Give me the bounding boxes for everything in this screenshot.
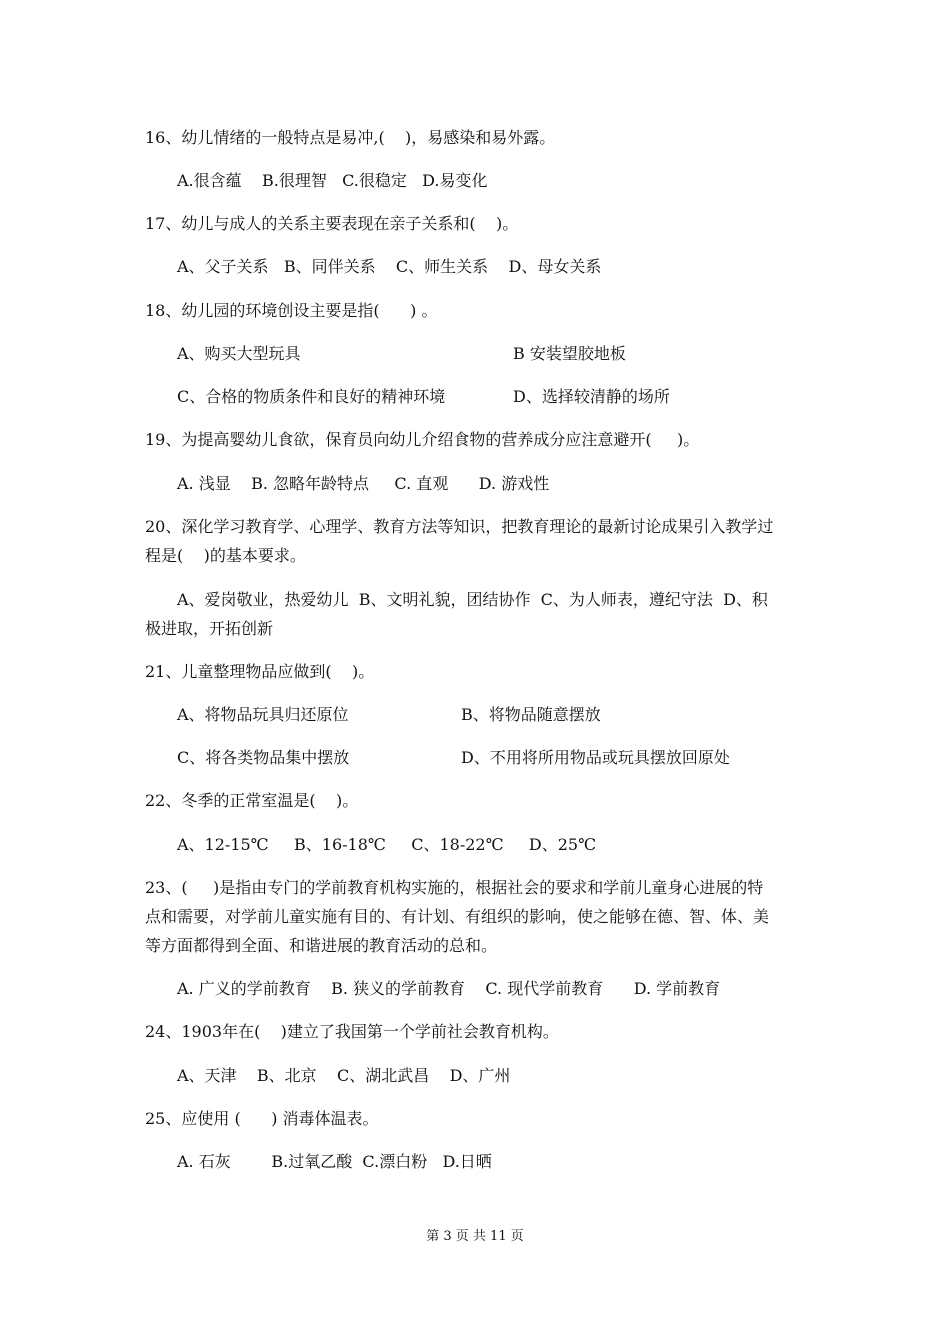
question-18-stem: 18、幼儿园的环境创设主要是指( ) 。 [145, 301, 438, 320]
question-17-options: A、父子关系 B、同伴关系 C、师生关系 D、母女关系 [177, 257, 602, 276]
question-20-stem-line-1: 20、深化学习教育学、心理学、教育方法等知识，把教育理论的最新讨论成果引入教学过 [145, 517, 774, 536]
question-23-stem-line-3: 等方面都得到全面、和谐进展的教育活动的总和。 [145, 936, 498, 955]
question-19-options: A. 浅显 B. 忽略年龄特点 C. 直观 D. 游戏性 [177, 474, 550, 493]
question-16-options: A.很含蕴 B.很理智 C.很稳定 D.易变化 [177, 171, 488, 190]
question-24-options: A、天津 B、北京 C、湖北武昌 D、广州 [177, 1066, 511, 1085]
question-21-option-d: D、不用将所用物品或玩具摆放回原处 [461, 748, 730, 767]
question-21-stem: 21、儿童整理物品应做到( )。 [145, 662, 375, 681]
question-18-option-c: C、合格的物质条件和良好的精神环境 [177, 387, 446, 406]
question-18-option-b: B 安装望胶地板 [513, 344, 626, 363]
question-22-stem: 22、冬季的正常室温是( )。 [145, 791, 359, 810]
question-16-stem: 16、幼儿情绪的一般特点是易冲,( )，易感染和易外露。 [145, 128, 556, 147]
question-17-stem: 17、幼儿与成人的关系主要表现在亲子关系和( )。 [145, 214, 519, 233]
question-18-option-d: D、选择较清静的场所 [513, 387, 670, 406]
question-23-stem-line-2: 点和需要，对学前儿童实施有目的、有计划、有组织的影响，使之能够在德、智、体、美 [145, 907, 770, 926]
question-25-options: A. 石灰 B.过氧乙酸 C.漂白粉 D.日晒 [177, 1152, 492, 1171]
question-19-stem: 19、为提高婴幼儿食欲，保育员向幼儿介绍食物的营养成分应注意避开( )。 [145, 430, 700, 449]
question-20-stem-line-2: 程是( )的基本要求。 [145, 546, 306, 565]
question-18-option-a: A、购买大型玩具 [177, 344, 301, 363]
question-21-option-c: C、将各类物品集中摆放 [177, 748, 350, 767]
question-25-stem: 25、应使用 ( ) 消毒体温表。 [145, 1109, 379, 1128]
question-22-options: A、12-15℃ B、16-18℃ C、18-22℃ D、25℃ [177, 835, 597, 854]
question-23-options: A. 广义的学前教育 B. 狭义的学前教育 C. 现代学前教育 D. 学前教育 [177, 979, 721, 998]
question-21-option-b: B、将物品随意摆放 [461, 705, 601, 724]
question-21-option-a: A、将物品玩具归还原位 [177, 705, 349, 724]
question-20-options-line-2: 极进取，开拓创新 [145, 619, 274, 638]
page-number-footer: 第 3 页 共 11 页 [426, 1229, 524, 1244]
question-23-stem-line-1: 23、( )是指由专门的学前教育机构实施的，根据社会的要求和学前儿童身心进展的特 [145, 878, 764, 897]
question-20-options-line-1: A、爱岗敬业，热爱幼儿 B、文明礼貌，团结协作 C、为人师表，遵纪守法 D、积 [177, 590, 768, 609]
question-24-stem: 24、1903年在( )建立了我国第一个学前社会教育机构。 [145, 1022, 559, 1041]
